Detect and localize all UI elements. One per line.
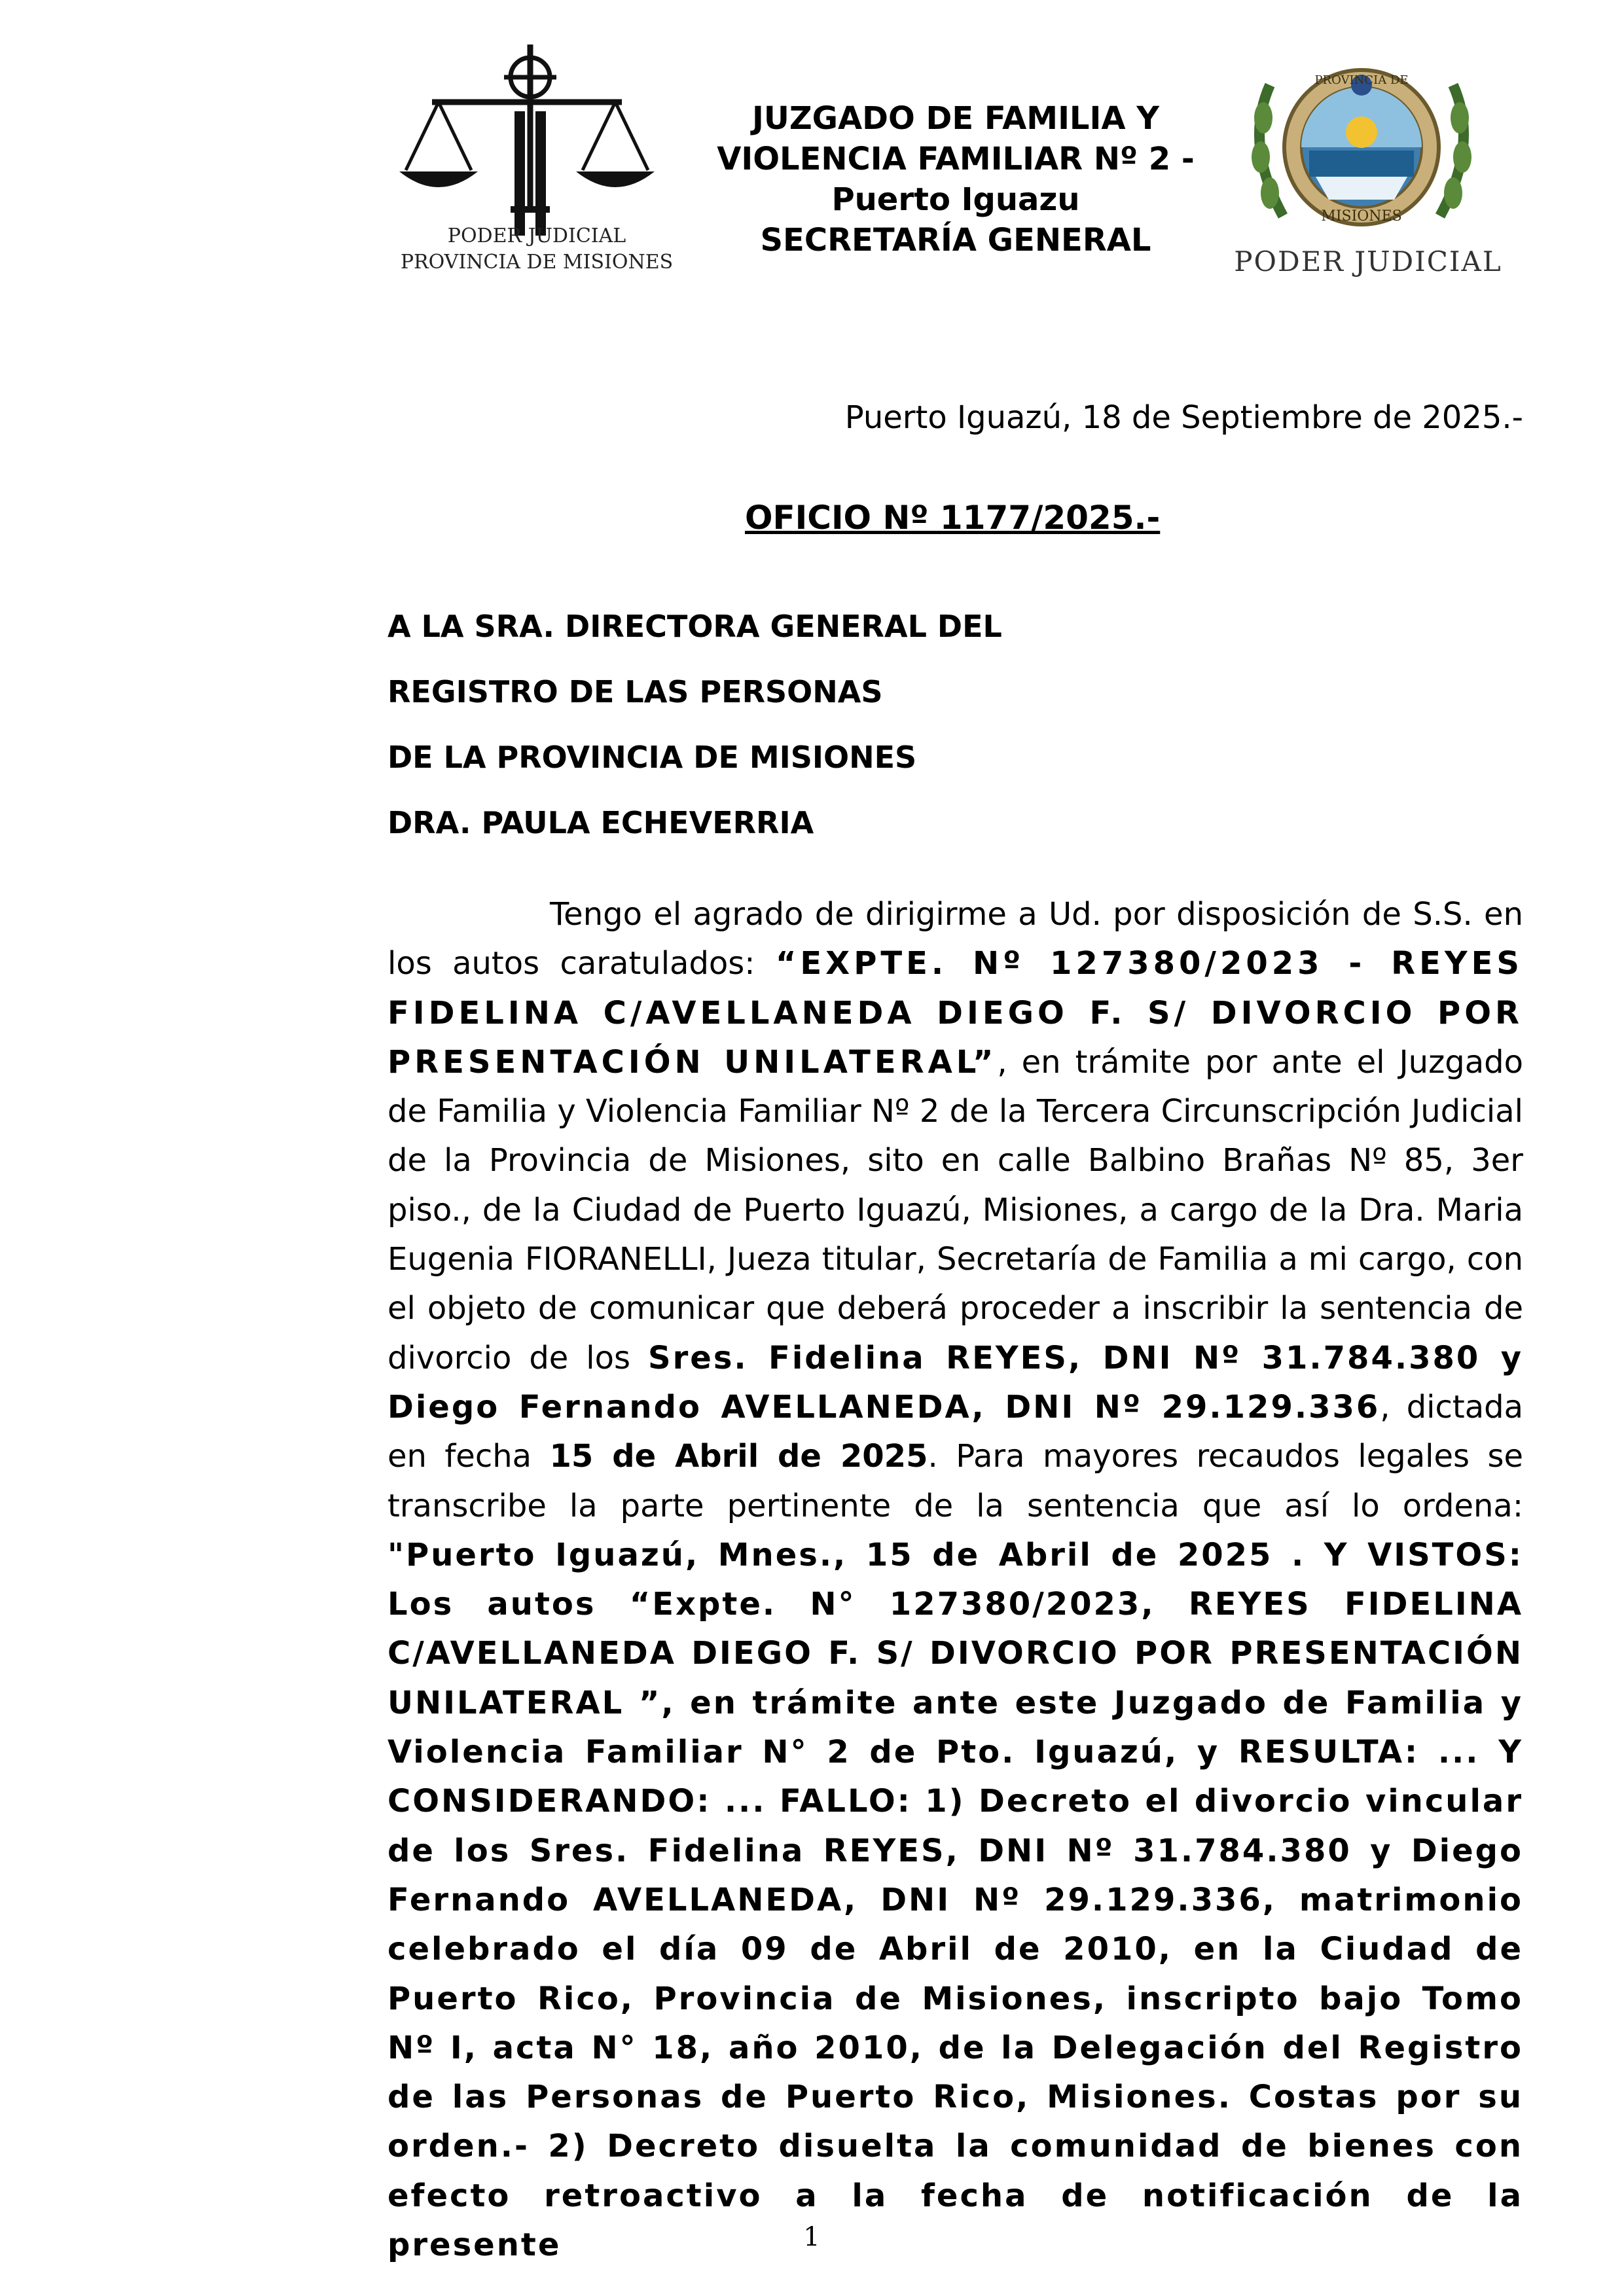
court-line: JUZGADO DE FAMILIA Y [751, 100, 1159, 137]
body-text-segment: , dictada en fecha [388, 1388, 1524, 1475]
seal-top-text: PROVINCIA DE [1314, 73, 1409, 87]
oficio-title: OFICIO Nº 1177/2025.- [745, 499, 1161, 537]
recipient-line: REGISTRO DE LAS PERSONAS [388, 674, 883, 709]
body-text-segment: . Para mayores recaudos legales se transcribe la parte pertinente de la sentencia que así lo ordena: [388, 1438, 1523, 1524]
parties: Sres. Fidelina REYES, DNI Nº 31.784.380 y Diego Fernando AVELLANEDA, DNI Nº 29.129.336 [388, 1339, 1524, 1426]
body-paragraph [388, 890, 1523, 2270]
date-line: Puerto Iguazú, 18 de Septiembre de 2025.- [844, 399, 1523, 436]
recipient-line: DE LA PROVINCIA DE MISIONES [388, 740, 917, 775]
recipient-line: DRA. PAULA ECHEVERRIA [388, 805, 814, 840]
court-heading [681, 98, 1231, 260]
page-number: 1 [803, 2222, 820, 2252]
recipient-line: A LA SRA. DIRECTORA GENERAL DEL [388, 609, 1002, 644]
sentence-quote: "Puerto Iguazú, Mnes., 15 de Abril de 2025 . Y VISTOS: Los autos “Expte. N° 127380/2023, REYES FIDELINA C/AVELLANEDA DIEGO F. S/ DIVORCIO POR PRESENTACIÓN UNILATERAL ”, en trámite ante este Juzgado de Familia y Violencia Familiar N° 2 de Pto. Iguazú, y RESULTA: ... Y CONSIDERANDO: ... FALLO: 1) Decreto el divorcio vincular de los Sres. Fidelina REYES, DNI Nº 31.784.380 y Diego Fernando AVELLANEDA, DNI Nº 29.129.336, matrimonio celebrado el día 09 de Abril de 2010, en la Ciudad de Puerto Rico, Provincia de Misiones, inscripto bajo Tomo Nº I, acta N° 18, año 2010, de la Delegación del Registro de las Personas de Puerto Rico, Misiones. Costas por su orden.- 2) Decreto disuelta la comunidad de bienes con efecto retroactivo a la fecha de notificación de la presente [388, 1536, 1523, 2264]
body-text-segment: , en trámite por ante el Juzgado de Familia y Violencia Familiar Nº 2 de la Tercera Circunscripción Judicial de la Provincia de Misiones, sito en calle Balbino Brañas Nº 85, 3er piso., de la Ciudad de Puerto Iguazú, Misiones, a cargo de la Dra. Maria Eugenia FIORANELLI, Jueza titular, Secretaría de Familia a mi cargo, con el objeto de comunicar que deberá proceder a inscribir la sentencia de divorcio de los [388, 1043, 1523, 1376]
left-logo-caption-line1: PODER JUDICIAL [447, 224, 626, 247]
court-line: Puerto Iguazu [831, 181, 1080, 218]
scales-of-justice-icon [393, 39, 681, 236]
ruling-date: 15 de Abril de 2025 [549, 1438, 928, 1475]
seal-bottom-text: MISIONES [1321, 208, 1402, 224]
poder-judicial-logo [393, 39, 681, 288]
body-text-segment: Tengo el agrado de dirigirme a Ud. por disposición de S.S. en los autos caratulados: [388, 896, 1523, 982]
provincia-misiones-seal [1231, 59, 1506, 288]
court-line: VIOLENCIA FAMILIAR Nº 2 - [717, 141, 1195, 177]
court-line: SECRETARÍA GENERAL [760, 222, 1151, 259]
right-logo-caption: PODER JUDICIAL [1234, 245, 1502, 278]
case-title: “EXPTE. Nº 127380/2023 - REYES FIDELINA C/AVELLANEDA DIEGO F. S/ DIVORCIO POR PRESENTACIÓN UNILATERAL” [388, 945, 1523, 1081]
left-logo-caption-line2: PROVINCIA DE MISIONES [400, 251, 674, 274]
